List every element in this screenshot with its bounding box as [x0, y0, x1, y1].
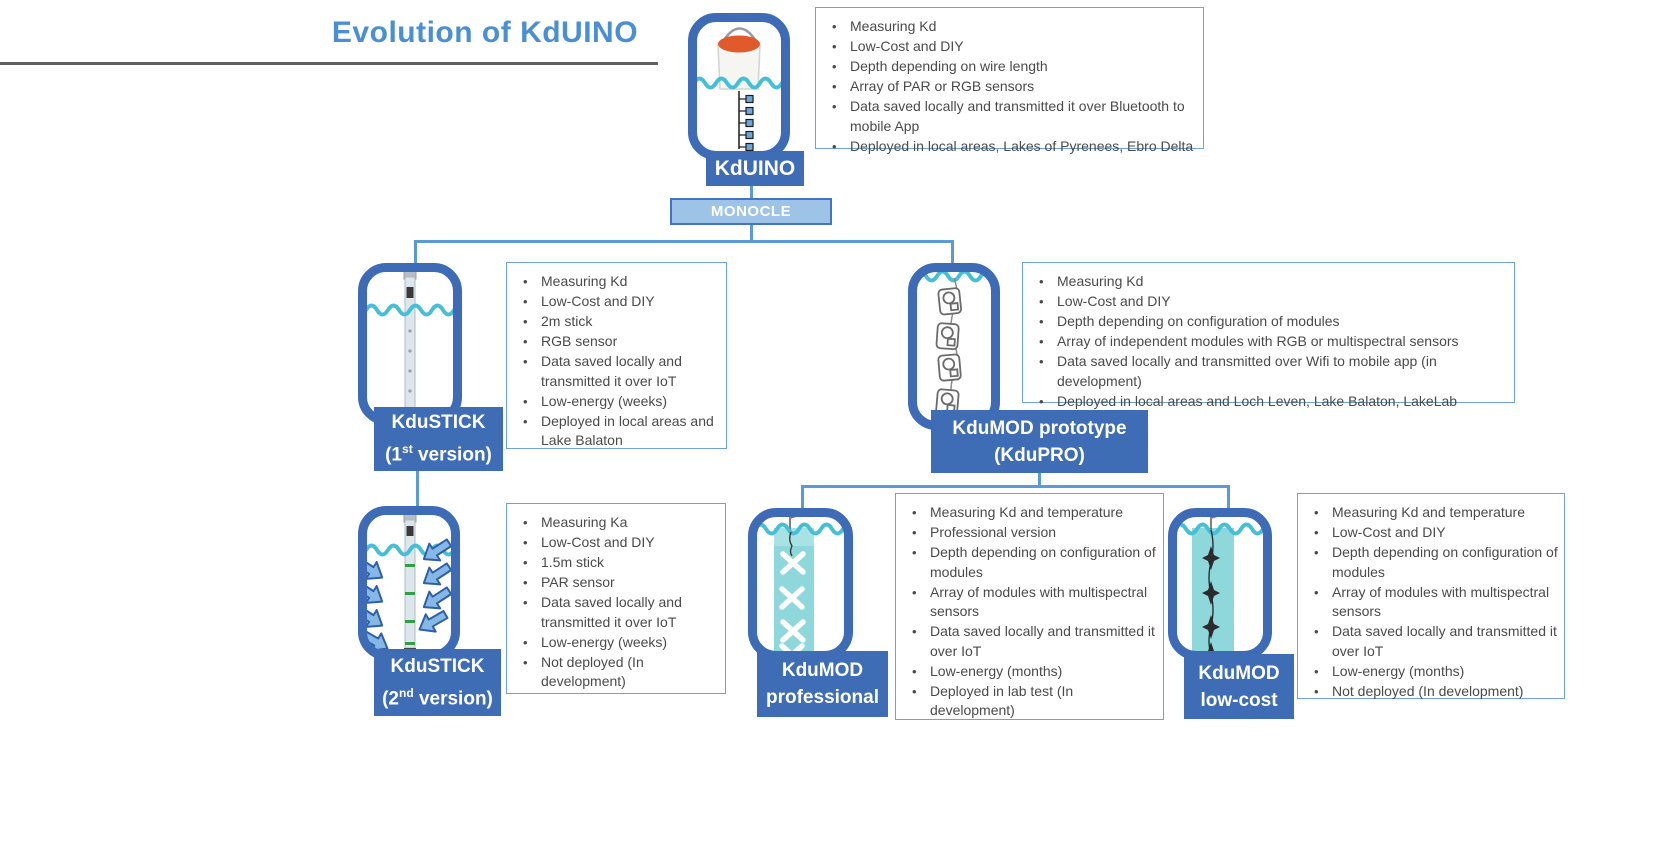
node-label-line1: KduMOD [1198, 662, 1280, 684]
bullet-item: • Deployed in local areas and Loch Leven, Lake Balaton, LakeLab [1035, 392, 1508, 412]
feature-list [1035, 272, 1508, 411]
kdumod-proto-frame [908, 263, 1000, 430]
bullet-item: • Array of independent modules with RGB or multispectral sensors [1035, 332, 1508, 352]
bullet-item: • PAR sensor [519, 573, 719, 593]
feature-box-kdumod-proto [1022, 262, 1515, 409]
kdustick1-frame [358, 263, 462, 425]
bullet-item: • Measuring Kd [519, 272, 720, 292]
node-label-line2: (1st version) [385, 442, 492, 466]
bullet-item: • Low-energy (weeks) [519, 392, 720, 412]
node-label-line2: (2nd version) [382, 685, 493, 710]
bullet-item: • Data saved locally and transmitted it over IoT [519, 593, 719, 632]
bullet-item: • 2m stick [519, 312, 720, 332]
node-label-line2: low-cost [1200, 689, 1278, 711]
bullet-item: • Measuring Kd [1035, 272, 1508, 292]
bullet-item: • Depth depending on wire length [828, 57, 1197, 77]
node-label-line2: (KduPRO) [994, 444, 1085, 466]
bullet-item: • Depth depending on configuration of modules [1310, 543, 1558, 582]
bullet-item: • Low-Cost and DIY [1310, 523, 1558, 543]
feature-list [908, 503, 1157, 721]
kdumod-lowcost-frame [1168, 508, 1272, 660]
bullet-item: • 1.5m stick [519, 553, 719, 573]
kduino-frame [688, 13, 790, 160]
bullet-item: • Low-energy (months) [908, 662, 1157, 682]
bullet-item: • Low-Cost and DIY [519, 292, 720, 312]
bullet-item: • Low-energy (weeks) [519, 633, 719, 653]
connector-line [801, 485, 1230, 488]
bullet-item: • Deployed in lab test (In development) [908, 682, 1157, 721]
feature-list [519, 272, 720, 451]
connector-line [750, 185, 753, 199]
feature-box-kdumod-lowcost [1297, 493, 1565, 699]
feature-box-kduino [815, 7, 1204, 154]
connector-line [414, 240, 954, 243]
node-label: KdUINO [714, 157, 796, 180]
bullet-item: • Data saved locally and transmitted it over Bluetooth to mobile App [828, 97, 1197, 136]
bullet-item: • Deployed in local areas, Lakes of Pyrenees, Ebro Delta [828, 137, 1197, 157]
bullet-item: • Data saved locally and transmitted it over IoT [1310, 622, 1558, 661]
bullet-item: • Measuring Kd and temperature [908, 503, 1157, 523]
node-kdumod-lowcost [1185, 655, 1293, 718]
feature-list [519, 513, 719, 692]
node-kdustick2 [375, 650, 500, 715]
node-kduino [707, 152, 803, 185]
bullet-item: • RGB sensor [519, 332, 720, 352]
bullet-item: • Depth depending on configuration of modules [908, 543, 1157, 582]
feature-box-kdumod-professional [895, 493, 1164, 720]
node-label-line1: KduSTICK [391, 412, 486, 434]
bullet-item: • Data saved locally and transmitted it over IoT [908, 622, 1157, 661]
title-divider-line [0, 62, 658, 65]
kdustick2-frame [358, 506, 460, 660]
bullet-item: • Array of modules with multispectral sensors [908, 583, 1157, 622]
bullet-item: • Depth depending on configuration of modules [1035, 312, 1508, 332]
feature-list [1310, 503, 1558, 701]
bullet-item: • Professional version [908, 523, 1157, 543]
node-kdumod-proto [932, 411, 1147, 472]
bullet-item: • Deployed in local areas and Lake Balaton [519, 412, 720, 451]
bullet-item: • Array of PAR or RGB sensors [828, 77, 1197, 97]
connector-line [416, 470, 419, 510]
feature-list [828, 17, 1197, 156]
bullet-item: • Not deployed (In development) [1310, 682, 1558, 702]
bullet-item: • Low-Cost and DIY [519, 533, 719, 553]
bullet-item: • Data saved locally and transmitted it over IoT [519, 352, 720, 391]
node-label-line1: KduMOD [781, 660, 864, 681]
node-label-line1: KduMOD prototype [952, 417, 1127, 439]
kdumod-professional-frame [748, 508, 853, 660]
bullet-item: • Measuring Kd [828, 17, 1197, 37]
bullet-item: • Low-energy (months) [1310, 662, 1558, 682]
bullet-item: • Not deployed (In development) [519, 653, 719, 692]
bullet-item: • Measuring Ka [519, 513, 719, 533]
bullet-item: • Measuring Kd and temperature [1310, 503, 1558, 523]
feature-box-kdustick1 [506, 262, 727, 449]
node-monocle [670, 198, 832, 225]
node-kdumod-professional [758, 652, 887, 716]
node-label-line1: KduSTICK [390, 655, 485, 677]
node-kdustick1 [375, 408, 502, 470]
page-title: Evolution of KdUINO [331, 16, 639, 49]
bullet-item: • Array of modules with multispectral sensors [1310, 583, 1558, 622]
feature-box-kdustick2 [506, 503, 726, 694]
bullet-item: • Low-Cost and DIY [828, 37, 1197, 57]
node-label-line2: professional [766, 687, 879, 708]
bullet-item: • Low-Cost and DIY [1035, 292, 1508, 312]
monocle-label: MONOCLE [710, 203, 792, 220]
bullet-item: • Data saved locally and transmitted over Wifi to mobile app (in development) [1035, 352, 1508, 391]
